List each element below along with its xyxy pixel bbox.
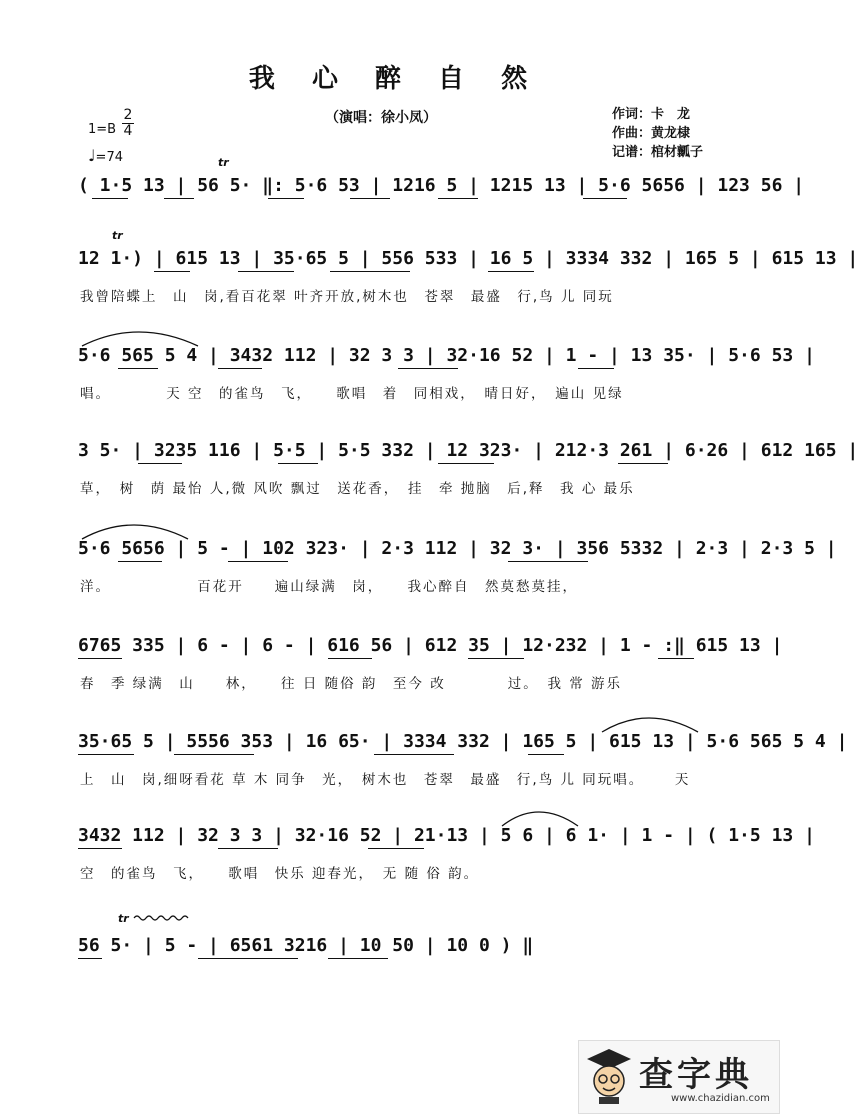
credits-block [612, 105, 703, 162]
beam-underline [78, 958, 102, 959]
beam-underline [138, 463, 182, 464]
beam-underline [228, 561, 288, 562]
beam-underline [468, 658, 524, 659]
beam-underline [278, 463, 318, 464]
notes-line-3: 5·6 565 5 4 | 3432 112 | 32 3 3 | 32·16 52 | 1 - | 13 35· | 5·6 53 | [78, 345, 815, 366]
trill-mark: tr [218, 156, 229, 169]
watermark-name: 查字典 [639, 1055, 753, 1095]
notes-line-6: 6765 335 | 6 - | 6 - | 616 56 | 612 35 | 12·232 | 1 - :‖ 615 13 | [78, 635, 783, 656]
lyrics-line-7: 上 山 岗,细呀看花 草 木 同争 光， 树木也 苍翠 最盛 行,鸟 儿 同玩唱。 天 [80, 772, 691, 788]
beam-underline [374, 754, 454, 755]
beam-underline [618, 463, 668, 464]
beam-underline [438, 463, 494, 464]
lyrics-line-2: 我曾陪蝶上 山 岗,看百花翠 叶齐开放,树木也 苍翠 最盛 行,鸟 儿 同玩 [80, 289, 614, 305]
notes-line-7: 35·65 5 | 5556 353 | 16 65· | 3334 332 | 165 5 | 615 13 | 5·6 565 5 4 | [78, 731, 848, 752]
beam-underline [118, 368, 158, 369]
beam-underline [328, 658, 372, 659]
beam-underline [438, 198, 478, 199]
beam-underline [164, 198, 194, 199]
notes-line-2: 12 1·) | 615 13 | 35·65 5 | 556 533 | 16 5 | 3334 332 | 165 5 | 615 13 | [78, 248, 858, 269]
beam-underline [78, 754, 134, 755]
tempo-value: =74 [95, 150, 123, 165]
lyrics-line-4: 草， 树 荫 最怡 人,微 风吹 飘过 送花香， 挂 牵 抛脑 后,释 我 心 最乐 [80, 481, 635, 497]
beam-underline [528, 754, 564, 755]
time-signature [122, 108, 134, 139]
quarter-note-icon: ♩ [88, 146, 96, 165]
song-title: 我 心 醉 自 然 [248, 64, 542, 94]
notes-line-4: 3 5· | 3235 116 | 5·5 | 5·5 332 | 12 323· | 212·3 261 | 6·26 | 612 165 | [78, 440, 858, 461]
beam-underline [583, 198, 627, 199]
beam-underline [508, 561, 588, 562]
time-signature-bottom: 4 [123, 123, 133, 139]
beam-underline [488, 271, 534, 272]
trill-mark: tr [112, 229, 123, 242]
watermark-url: www.chazidian.com [671, 1093, 770, 1104]
notes-line-8: 3432 112 | 32 3 3 | 32·16 52 | 21·13 | 5 6 | 6 1· | 1 - | ( 1·5 13 | [78, 825, 815, 846]
notes-line-1: ( 1·5 13 | 56 5· ‖: 5·6 53 | 1216 5 | 1215 13 | 5·6 5656 | 123 56 | [78, 175, 805, 196]
beam-underline [238, 271, 294, 272]
lyrics-line-3: 唱。 天 空 的雀鸟 飞， 歌唱 着 同相戏， 晴日好， 遍山 见绿 [80, 386, 624, 402]
trill-wave [134, 914, 192, 922]
beam-underline [368, 848, 424, 849]
beam-underline [350, 198, 390, 199]
beam-underline [328, 958, 388, 959]
beam-underline [330, 271, 410, 272]
notes-line-9: 56 5· | 5 - | 6561 3216 | 10 50 | 10 0 ) ‖ [78, 935, 534, 956]
watermark [578, 1040, 780, 1114]
lyricist-credit: 作词：卡 龙 [612, 107, 691, 122]
graduate-mascot-icon [585, 1047, 633, 1105]
beam-underline [658, 658, 694, 659]
beam-underline [398, 368, 458, 369]
notes-line-5: 5·6 5656 | 5 - | 102 323· | 2·3 112 | 32 3· | 356 5332 | 2·3 | 2·3 5 | [78, 538, 837, 559]
transcriber-credit: 记谱：棺材瓤子 [612, 145, 704, 160]
lyrics-line-5: 洋。 百花开 遍山绿满 岗， 我心醉自 然莫愁莫挂， [80, 579, 578, 595]
beam-underline [218, 368, 262, 369]
beam-underline [578, 368, 614, 369]
key-signature: 1=B [88, 122, 117, 137]
composer-credit: 作曲：黄龙棣 [612, 126, 691, 141]
beam-underline [78, 658, 122, 659]
trill-mark: tr [118, 912, 129, 925]
time-signature-top: 2 [123, 107, 133, 123]
lyrics-line-6: 春 季 绿满 山 林， 往 日 随俗 韵 至今 改 过。 我 常 游乐 [80, 676, 623, 692]
tempo-marking [88, 146, 123, 165]
beam-underline [154, 271, 190, 272]
beam-underline [198, 958, 298, 959]
beam-underline [218, 848, 278, 849]
beam-underline [92, 198, 128, 199]
beam-underline [118, 561, 162, 562]
lyrics-line-8: 空 的雀鸟 飞， 歌唱 快乐 迎春光， 无 随 俗 韵。 [80, 866, 480, 882]
singer-credit: （演唱：徐小凤） [325, 110, 437, 126]
beam-underline [78, 848, 122, 849]
beam-underline [174, 754, 254, 755]
beam-underline [268, 198, 304, 199]
